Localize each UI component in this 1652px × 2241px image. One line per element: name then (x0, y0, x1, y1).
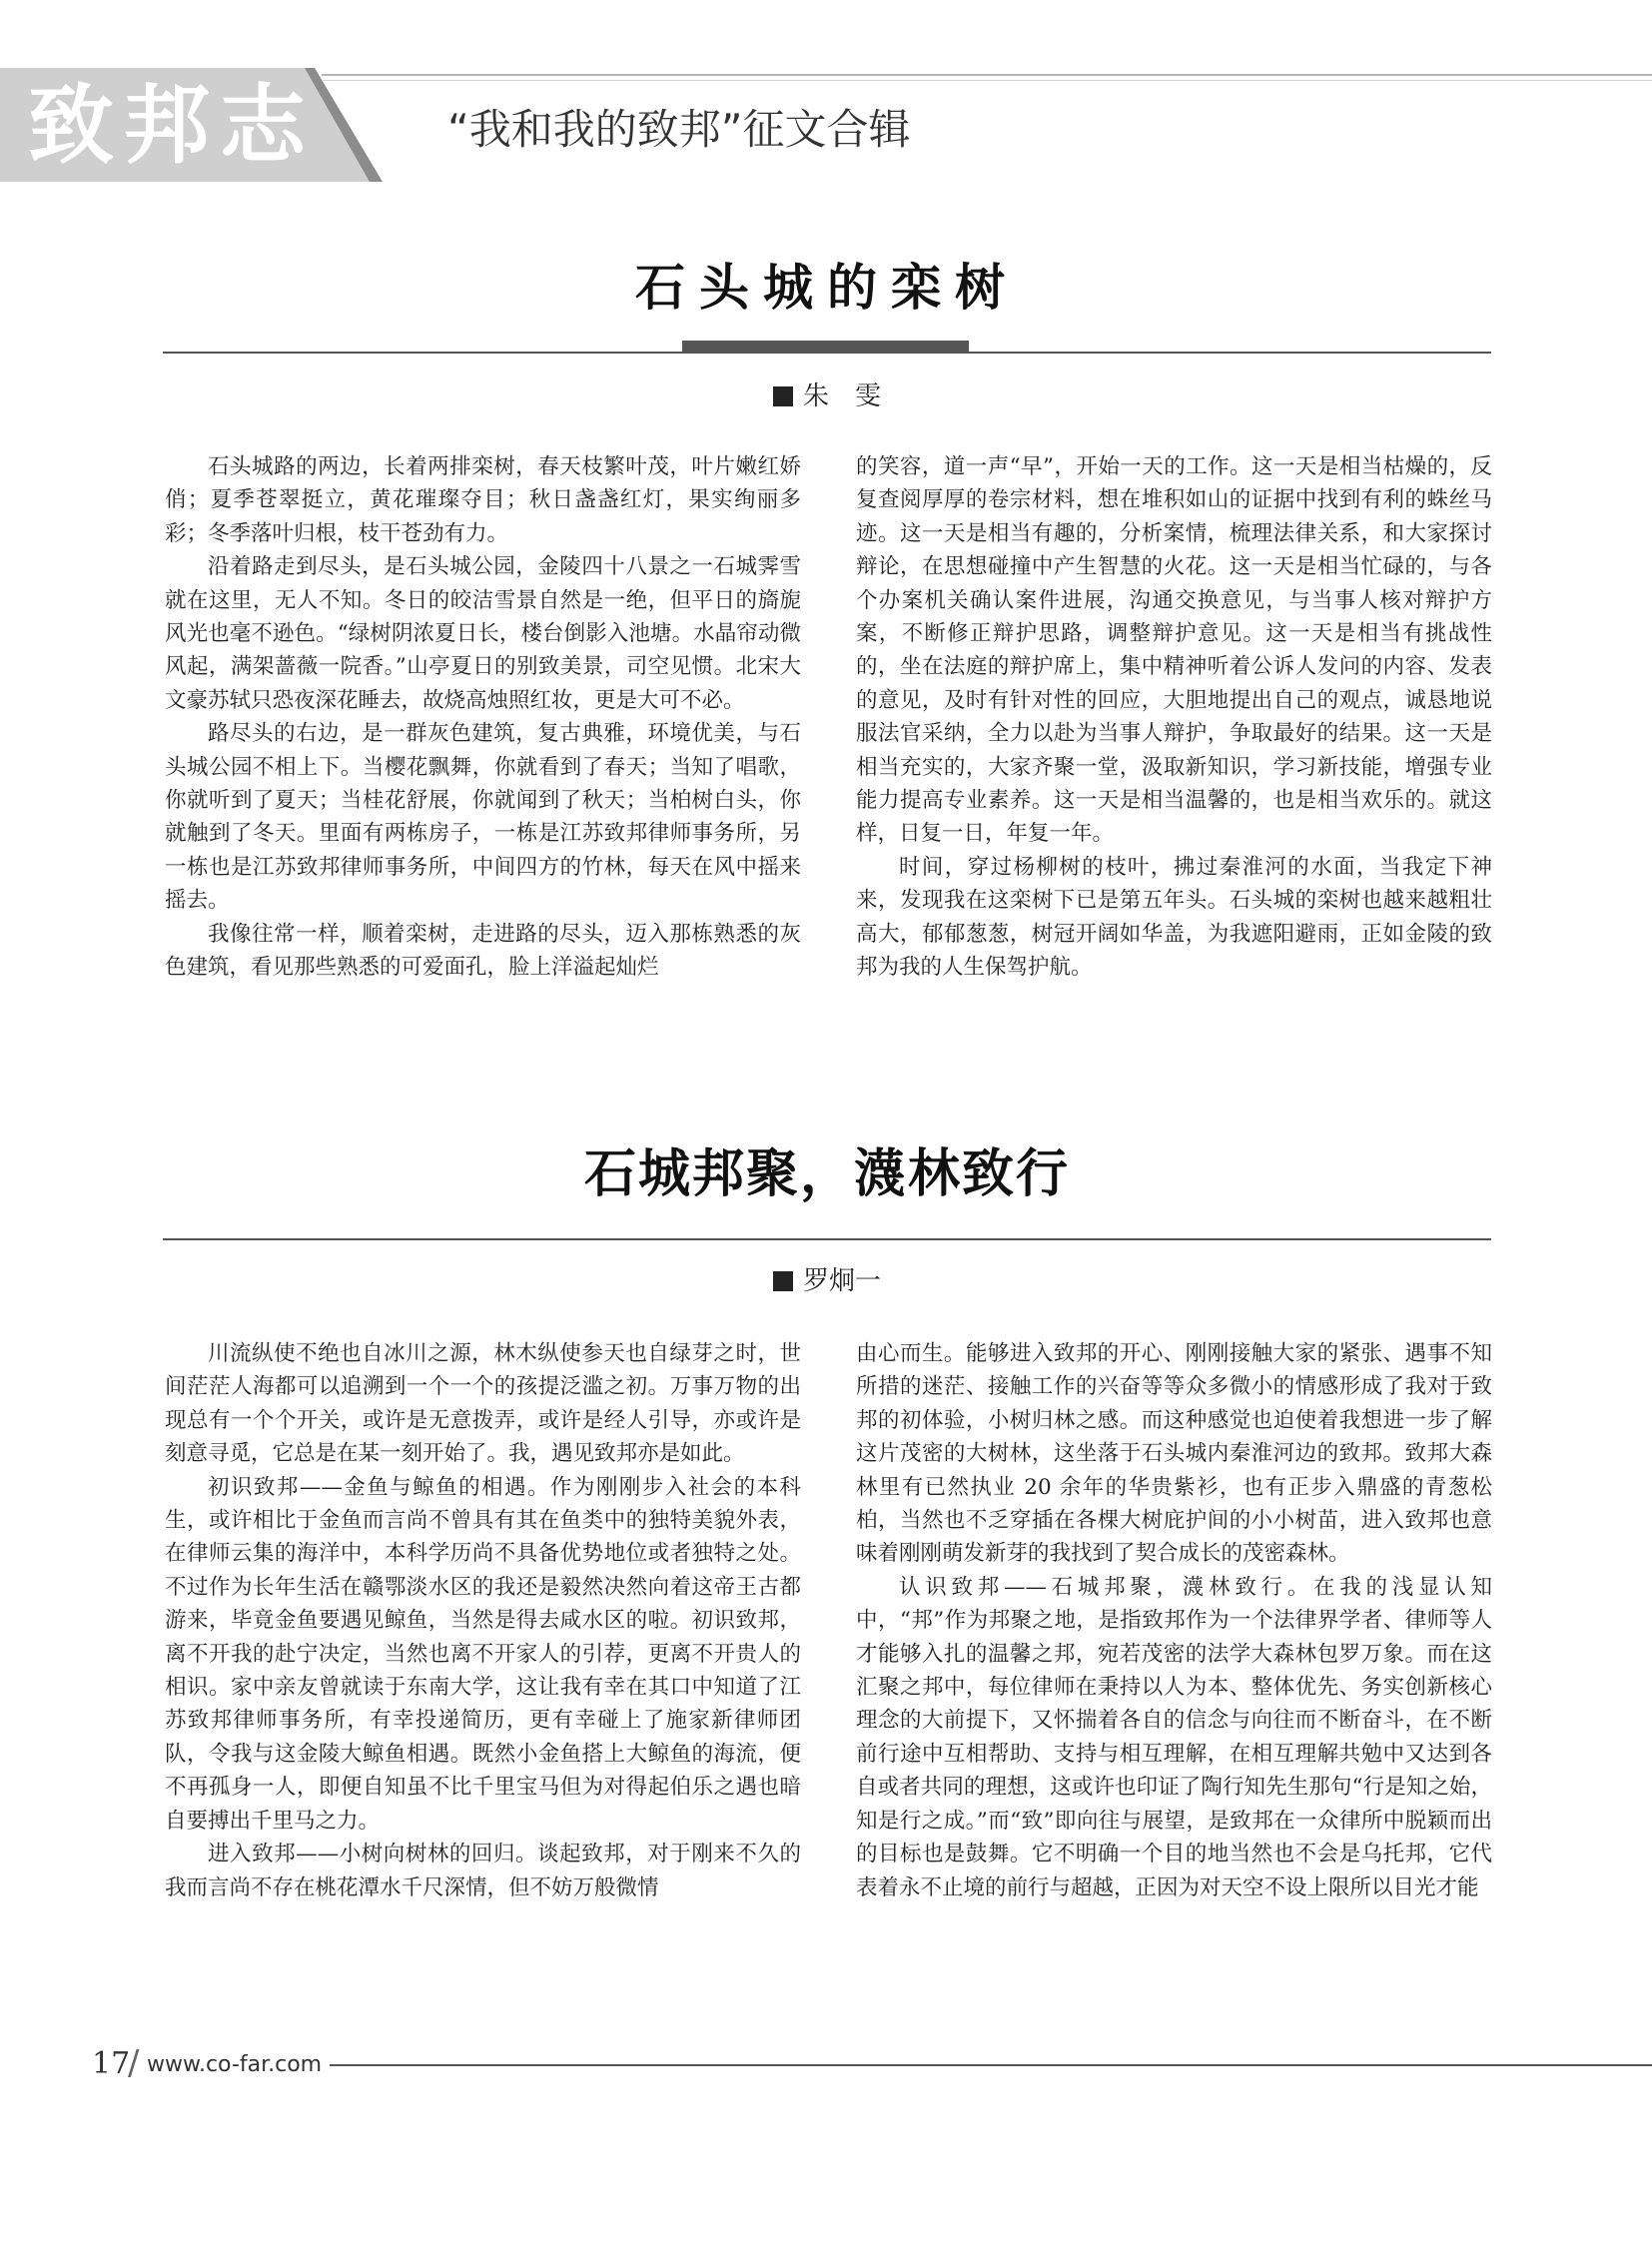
article1-author-name: 朱 雯 (802, 381, 881, 411)
paragraph: 时间，穿过杨柳树的枝叶，拂过秦淮河的水面，当我定下神来，发现我在这栾树下已是第五年头。石头城的栾树也越来越粗壮高大，郁郁葱葱，树冠开阔如华盖，为我遮阳避雨，正如金陵的致邦为我的人生保驾护航。 (856, 854, 1492, 981)
footer-rule (330, 2064, 1652, 2066)
article1-title: 石头城的栾树 (635, 259, 1019, 317)
article2-title-rule (163, 1238, 1491, 1240)
header-rule-thin (322, 80, 1652, 81)
website-link[interactable]: www.co-far.com (147, 2052, 323, 2077)
page-number: 17 (92, 2046, 131, 2081)
article2-author (163, 1264, 1491, 1298)
paragraph: 初识致邦——金鱼与鲸鱼的相遇。作为刚刚步入社会的本科生，或许相比于金鱼而言尚不曾具有其在鱼类中的独特美貌外表，在律师云集的海洋中，本科学历尚不具备优势地位或者独特之处。不过作为长年生活在赣鄂淡水区的我还是毅然决然向着这帝王古都游来，毕竟金鱼要遇见鲸鱼，当然是得去咸水区的啦。初识致邦，离不开我的赴宁决定，当然也离不开家人的引荐，更离不开贵人的相识。家中亲友曾就读于东南大学，这让我有幸在其口中知道了江苏致邦律师事务所，有幸投递简历，更有幸碰上了施家新律师团队，令我与这金陵大鲸鱼相遇。既然小金鱼搭上大鲸鱼的海流，便不再孤身一人，即便自知虽不比千里宝马但为对得起伯乐之遇也暗自要搏出千里马之力。 (165, 1474, 801, 1834)
paragraph: 沿着路走到尽头，是石头城公园，金陵四十八景之一石城霁雪就在这里，无人不知。冬日的皎洁雪景自然是一绝，但平日的旖旎风光也毫不逊色。“绿树阴浓夏日长，楼台倒影入池塘。水晶帘动微风起，满架蔷薇一院香。”山亭夏日的别致美景，司空见惯。北宋大文豪苏轼只恐夜深花睡去，故烧高烛照红妆，更是大可不必。 (165, 554, 801, 713)
paragraph: 认识致邦——石城邦聚，瀎林致行。在我的浅显认知中，“邦”作为邦聚之地，是指致邦作为一个法律界学者、律师等人才能够入扎的温馨之邦，宛若茂密的法学大森林包罗万象。而在这汇聚之邦中，每位律师在秉持以人为本、整体优先、务实创新核心理念的大前提下，又怀揣着各自的信念与向往而不断奋斗，在不断前行途中互相帮助、支持与相互理解，在相互理解共勉中又达到各自或者共同的理想，这或许也印证了陶行知先生那句“行是知之始，知是行之成。”而“致”即向往与展望，是致邦在一众律所中脱颖而出的目标也是鼓舞。它不明确一个目的地当然也不会是乌托邦，它代表着永不止境的前行与超越，正因为对天空不设上限所以目光才能 (856, 1574, 1492, 1900)
article2-title: 石城邦聚，瀎林致行 (583, 1144, 1070, 1204)
paragraph: 的笑容，道一声“早”，开始一天的工作。这一天是相当枯燥的，反复查阅厚厚的卷宗材料，想在堆积如山的证据中找到有利的蛛丝马迹。这一天是相当有趣的，分析案情，梳理法律关系，和大家探讨辩论，在思想碰撞中产生智慧的火花。这一天是相当忙碌的，与各个办案机关确认案件进展，沟通交换意见，与当事人核对辩护方案，不断修正辩护思路，调整辩护意见。这一天是相当有挑战性的，坐在法庭的辩护席上，集中精神听着公诉人发问的内容、发表的意见，及时有针对性的回应，大胆地提出自己的观点，诚恳地说服法官采纳，全力以赴为当事人辩护，争取最好的结果。这一天是相当充实的，大家齐聚一堂，汲取新知识，学习新技能，增强专业能力提高专业素养。这一天是相当温馨的，也是相当欢乐的。就这样，日复一日，年复一年。 (856, 454, 1492, 847)
article1-column-right (856, 450, 1492, 985)
magazine-brand: 致邦志 (28, 76, 316, 176)
paragraph: 进入致邦——小树向树林的回归。谈起致邦，对于刚来不久的我而言尚不存在桃花潭水千尺深情，但不妨万般微情 (165, 1842, 801, 1900)
paragraph: 我像往常一样，顺着栾树，走进路的尽头，迈入那栋熟悉的灰色建筑，看见那些熟悉的可爱面孔，脸上洋溢起灿烂 (165, 921, 801, 981)
header-rule (322, 74, 1652, 76)
article1-title-bar (682, 341, 969, 353)
paragraph: 由心而生。能够进入致邦的开心、刚刚接触大家的紧张、遇事不知所措的迷茫、接触工作的兴奋等等众多微小的情感形成了我对于致邦的初体验，小树归林之感。而这种感觉也迫使着我想进一步了解这片茂密的大树林，这坐落于石头城内秦淮河边的致邦。致邦大森林里有已然执业 20 余年的华贵紫衫，也有正步入鼎盛的青葱松柏，当然也不乏穿插在各棵大树庇护间的小小树苗，进入致邦也意味着刚刚萌发新芽的我找到了契合成长的茂密森林。 (856, 1341, 1492, 1567)
article1-author (163, 379, 1491, 413)
page-separator: / (128, 2043, 140, 2083)
square-bullet-icon (773, 1271, 793, 1291)
article2-column-left (165, 1337, 801, 1904)
article1-column-left (165, 450, 801, 985)
paragraph: 路尽头的右边，是一群灰色建筑，复古典雅，环境优美，与石头城公园不相上下。当樱花飘舞，你就看到了春天；当知了唱歌，你就听到了夏天；当桂花舒展，你就闻到了秋天；当柏树白头，你就触到了冬天。里面有两栋房子，一栋是江苏致邦律师事务所，另一栋也是江苏致邦律师事务所，中间四方的竹林，每天在风中摇来摇去。 (165, 721, 801, 914)
square-bullet-icon (773, 386, 793, 406)
article2-author-name: 罗炯一 (802, 1266, 881, 1296)
paragraph: 石头城路的两边，长着两排栾树，春天枝繁叶茂，叶片嫩红娇俏；夏季苍翠挺立，黄花璀璨夺目；秋日盏盏红灯，果实绚丽多彩；冬季落叶归根，枝干苍劲有力。 (165, 454, 801, 546)
article2-column-right (856, 1337, 1492, 1904)
section-title: “我和我的致邦”征文合辑 (447, 105, 911, 154)
paragraph: 川流纵使不绝也自冰川之源，林木纵使参天也自绿芽之时，世间茫茫人海都可以追溯到一个一个的孩提泛滥之初。万事万物的出现总有一个个开关，或许是无意拨弄，或许是经人引导，亦或许是刻意寻觅，它总是在某一刻开始了。我，遇见致邦亦是如此。 (165, 1341, 801, 1467)
